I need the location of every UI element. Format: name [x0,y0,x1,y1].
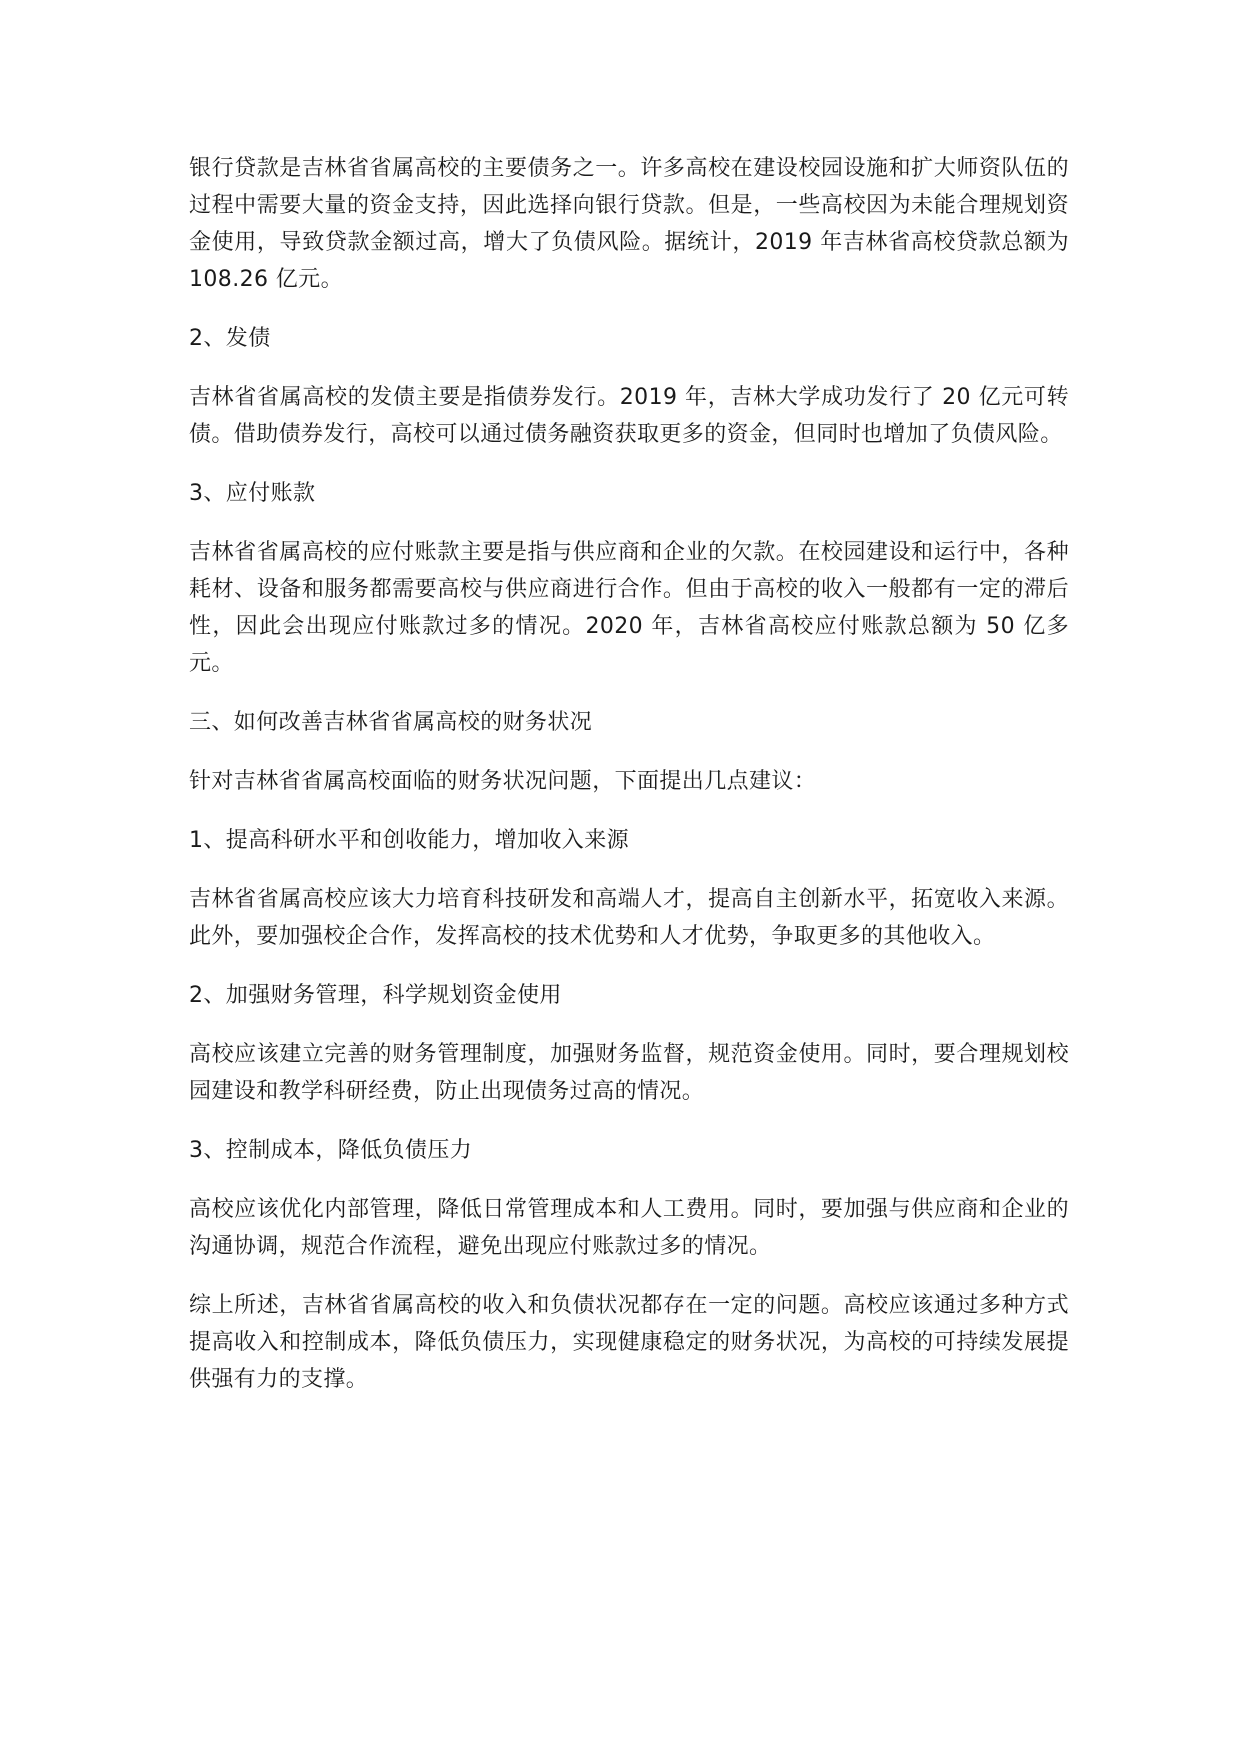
paragraph-bank-loans: 银行贷款是吉林省省属高校的主要债务之一。许多高校在建设校园设施和扩大师资队伍的过程中需要大量的资金支持，因此选择向银行贷款。但是，一些高校因为未能合理规划资金使用，导致贷款金额过高，增大了负债风险。据统计，2019 年吉林省高校贷款总额为 108.26 亿元。 [189,156,1069,292]
paragraph-intro-suggestions: 针对吉林省省属高校面临的财务状况问题，下面提出几点建议： [189,769,817,794]
heading-bond-issuance: 2、发债 [189,326,271,351]
section-heading-improvement: 三、如何改善吉林省省属高校的财务状况 [189,710,593,735]
heading-suggestion-2: 2、加强财务管理，科学规划资金使用 [189,983,562,1008]
paragraph-accounts-payable: 吉林省省属高校的应付账款主要是指与供应商和企业的欠款。在校园建设和运行中，各种耗材、设备和服务都需要高校与供应商进行合作。但由于高校的收入一般都有一定的滞后性，因此会出现应付账款过多的情况。2020 年，吉林省高校应付账款总额为 50 亿多元。 [189,540,1069,676]
paragraph-suggestion-2: 高校应该建立完善的财务管理制度，加强财务监督，规范资金使用。同时，要合理规划校园建设和教学科研经费，防止出现债务过高的情况。 [189,1042,1069,1104]
heading-suggestion-3: 3、控制成本，降低负债压力 [189,1138,473,1163]
paragraph-suggestion-3: 高校应该优化内部管理，降低日常管理成本和人工费用。同时，要加强与供应商和企业的沟通协调，规范合作流程，避免出现应付账款过多的情况。 [189,1197,1069,1259]
paragraph-suggestion-1: 吉林省省属高校应该大力培育科技研发和高端人才，提高自主创新水平，拓宽收入来源。此外，要加强校企合作，发挥高校的技术优势和人才优势，争取更多的其他收入。 [189,887,1069,949]
paragraph-conclusion: 综上所述，吉林省省属高校的收入和负债状况都存在一定的问题。高校应该通过多种方式提高收入和控制成本，降低负债压力，实现健康稳定的财务状况，为高校的可持续发展提供强有力的支撑。 [189,1293,1069,1392]
document-body [189,150,1069,1420]
paragraph-bond-issuance: 吉林省省属高校的发债主要是指债券发行。2019 年，吉林大学成功发行了 20 亿元可转债。借助债券发行，高校可以通过债务融资获取更多的资金，但同时也增加了负债风险。 [189,385,1069,447]
heading-suggestion-1: 1、提高科研水平和创收能力，增加收入来源 [189,828,629,853]
heading-accounts-payable: 3、应付账款 [189,481,316,506]
